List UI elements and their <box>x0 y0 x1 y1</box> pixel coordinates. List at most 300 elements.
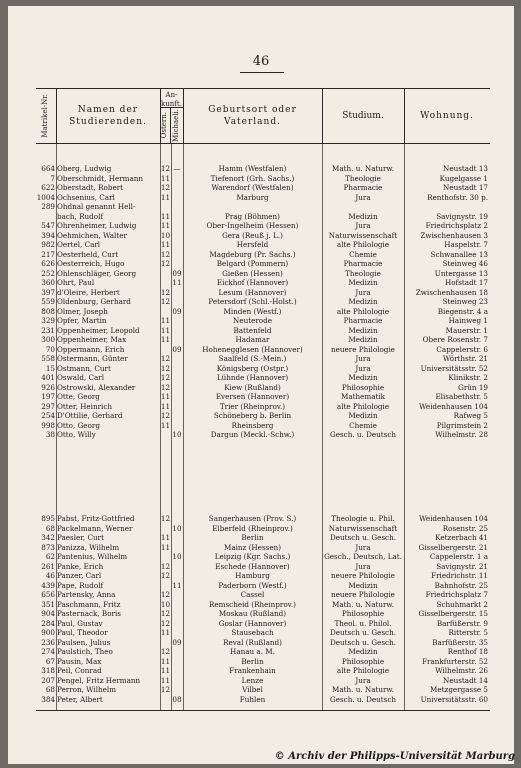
residence: Barfüßerstr. 9 <box>436 618 488 628</box>
table-row <box>36 345 490 355</box>
field-of-study: Medizin <box>348 647 378 657</box>
field-of-study: Medizin <box>348 297 378 307</box>
residence: Cappelerstr. 6 <box>436 344 488 354</box>
table-row <box>36 231 490 241</box>
field-of-study: Jura <box>355 287 371 297</box>
residence: Savignystr. 21 <box>436 561 488 571</box>
table-header <box>36 88 490 144</box>
student-name: Ohdnal genannt Hell- <box>57 202 136 212</box>
header-wohnung: Wohnung. <box>420 110 474 121</box>
field-of-study: Theologie <box>345 173 381 183</box>
field-of-study: Pharmacie <box>343 316 383 326</box>
table-row <box>36 590 490 600</box>
arrival-michaeli: — <box>173 164 181 173</box>
student-name: Panzer, Carl <box>57 571 102 581</box>
birthplace: Elberfeld (Rheinprov.) <box>212 523 293 533</box>
student-name: Peil, Conrad <box>57 666 102 676</box>
birthplace: Frankenhain <box>229 666 276 676</box>
table-row <box>36 259 490 269</box>
residence: Renthofstr. 30 p. <box>427 192 488 202</box>
residence: Steinweg 46 <box>442 259 488 269</box>
birthplace: Minden (Westf.) <box>223 306 282 316</box>
birthplace: Lühnde (Hannover) <box>216 373 289 383</box>
birthplace: Eickhof (Hannover) <box>216 278 289 288</box>
field-of-study: Math. u. Naturw. <box>331 685 395 695</box>
residence: Metzgergasse 5 <box>430 685 488 695</box>
arrival-michaeli: 11 <box>172 278 182 288</box>
birthplace: Schöneberg b. Berlin <box>213 411 292 421</box>
student-name: Otter, Heinrich <box>57 401 112 411</box>
student-name: Pausin, Max <box>57 656 102 666</box>
residence: Friedrichsplatz 2 <box>425 221 488 231</box>
residence: Kugelgasse 1 <box>439 173 488 183</box>
birthplace: Sangerhausen (Prov. S.) <box>208 514 297 523</box>
residence: Ketzerbach 41 <box>435 533 488 543</box>
field-of-study: Jura <box>355 221 371 231</box>
field-of-study: Medizin <box>348 335 378 345</box>
arrival-ostern: 12 <box>160 297 171 307</box>
birthplace: Trier (Rheinprov.) <box>219 401 286 411</box>
table-row <box>36 685 490 695</box>
student-name: Paulstich, Theo <box>57 647 113 657</box>
table-row <box>36 240 490 250</box>
matrikel-number: 873 <box>41 542 55 552</box>
student-name: Oesterheld, Curt <box>57 249 119 259</box>
student-name: Oswald, Carl <box>57 373 105 383</box>
residence: Savignystr. 19 <box>436 211 488 221</box>
student-name: Pape, Rudolf <box>57 580 104 590</box>
arrival-ostern: 12 <box>160 373 171 383</box>
field-of-study: neuere Philologie <box>331 344 395 354</box>
student-name: Panizza, Wilhelm <box>57 542 120 552</box>
arrival-ostern: 11 <box>160 675 171 685</box>
document-page <box>8 6 514 764</box>
birthplace: Petersdorf (Schl.-Holst.) <box>208 297 297 307</box>
field-of-study: Jura <box>355 363 371 373</box>
matrikel-number: 394 <box>41 230 55 240</box>
matrikel-number: 318 <box>41 666 55 676</box>
student-name: Oberstadt, Robert <box>57 183 124 193</box>
field-of-study: Gesch. u. Deutsch <box>330 430 396 440</box>
field-of-study: Mathematik <box>340 392 386 402</box>
birthplace: Reval (Rußland) <box>223 637 282 647</box>
table-row <box>36 164 490 174</box>
student-name: Oppenheimer, Leopold <box>57 325 140 335</box>
student-name: Pasternack, Boris <box>57 609 121 619</box>
arrival-ostern: 12 <box>160 561 171 571</box>
field-of-study: Pharmacie <box>343 259 383 269</box>
birthplace: Eschede (Hannover) <box>215 561 290 571</box>
table-row <box>36 174 490 184</box>
matrikel-number: 559 <box>41 297 55 307</box>
birthplace: Neuterode <box>233 316 272 326</box>
residence: Steinweg 23 <box>442 297 488 307</box>
matrikel-number: 289 <box>41 202 55 212</box>
matrikel-number: 46 <box>45 571 55 581</box>
table-row <box>36 421 490 431</box>
field-of-study: Medizin <box>348 373 378 383</box>
birthplace: Rheinsberg <box>231 420 274 430</box>
residence: Grün 19 <box>458 382 488 392</box>
arrival-ostern: 11 <box>160 335 171 345</box>
arrival-ostern: 11 <box>160 420 171 430</box>
student-name: Packelmann, Werner <box>57 523 133 533</box>
arrival-ostern: 12 <box>160 609 171 619</box>
student-name: Peter, Albert <box>57 694 103 704</box>
arrival-ostern: 12 <box>160 571 171 581</box>
field-of-study: Deutsch u. Gesch. <box>330 533 396 543</box>
field-of-study: Medizin <box>348 278 378 288</box>
field-of-study: Jura <box>355 542 371 552</box>
field-of-study: Chemie <box>349 420 377 430</box>
arrival-ostern: 11 <box>160 542 171 552</box>
table-row <box>36 335 490 345</box>
table-row <box>36 212 490 222</box>
birthplace: Dargun (Meckl.-Schw.) <box>210 430 295 440</box>
student-name: bach, Rudolf <box>57 211 104 221</box>
birthplace: Belgard (Pommern) <box>216 259 289 269</box>
residence: Neustadt 14 <box>443 675 488 685</box>
matrikel-number: 7 <box>50 173 55 183</box>
birthplace: Ober-Ingelheim (Hessen) <box>206 221 299 231</box>
arrival-ostern: 11 <box>160 211 171 221</box>
matrikel-number: 300 <box>41 335 55 345</box>
student-name: D'Ottilie, Gerhard <box>57 411 123 421</box>
birthplace: Mainz (Hessen) <box>223 542 282 552</box>
matrikel-number: 926 <box>41 382 55 392</box>
field-of-study: Theologie u. Phil. <box>331 514 395 523</box>
student-name: Partensky, Anna <box>57 590 116 600</box>
matrikel-number: 38 <box>45 430 55 440</box>
field-of-study: Math. u. Naturw. <box>331 599 395 609</box>
table-row <box>36 543 490 553</box>
arrival-ostern: 11 <box>160 392 171 402</box>
student-name: Paul, Theodor <box>57 628 108 638</box>
table-row <box>36 202 490 212</box>
header-matrikel: Matrikel-Nr. <box>40 94 49 138</box>
residence: Gisselbergerstr. 21 <box>418 542 488 552</box>
matrikel-number: 236 <box>41 637 55 647</box>
student-name: Oberg, Ludwig <box>57 164 112 173</box>
table-row <box>36 619 490 629</box>
arrival-michaeli: 09 <box>172 344 182 354</box>
arrival-michaeli: 10 <box>172 523 182 533</box>
birthplace: Kiew (Rußland) <box>224 382 281 392</box>
arrival-ostern: 11 <box>160 240 171 250</box>
residence: Cappelerstr. 1 a <box>429 552 488 562</box>
header-ankunft: An-kunft. <box>161 91 182 109</box>
matrikel-number: 626 <box>41 259 55 269</box>
birthplace: Remscheid (Rheinprov.) <box>209 599 296 609</box>
residence: Weidenhausen 104 <box>419 514 488 523</box>
matrikel-number: 1004 <box>36 192 55 202</box>
matrikel-number: 67 <box>45 656 55 666</box>
matrikel-number: 622 <box>41 183 55 193</box>
birthplace: Marburg <box>236 192 269 202</box>
student-name: Ohlenschläger, Georg <box>57 268 137 278</box>
residence: Elisabethstr. 5 <box>435 392 488 402</box>
table-row <box>36 430 490 440</box>
residence: Wilhelmstr. 28 <box>435 430 488 440</box>
arrival-ostern: 12 <box>160 382 171 392</box>
archive-credit: © Archiv der Philipps-Universität Marburg <box>274 751 515 762</box>
student-name: Pabst, Fritz-Gottfried <box>57 514 135 523</box>
arrival-ostern: 12 <box>160 259 171 269</box>
birthplace: Hamburg <box>235 571 270 581</box>
table-block-p <box>36 514 490 704</box>
field-of-study: Deutsch u. Gesch. <box>330 637 396 647</box>
matrikel-number: 274 <box>41 647 55 657</box>
matrikel-number: 15 <box>45 363 55 373</box>
residence: Schuhmarkt 2 <box>436 599 488 609</box>
student-name: Ohrt, Paul <box>57 278 95 288</box>
matrikel-number: 70 <box>45 344 55 354</box>
matrikel-number: 397 <box>41 287 55 297</box>
table-row <box>36 383 490 393</box>
header-michaeli: Michaeli. <box>172 109 181 142</box>
table-row <box>36 695 490 705</box>
field-of-study: alte Philologie <box>336 401 390 411</box>
header-geburtsort: Geburtsort oder Vaterland. <box>208 104 297 127</box>
residence: Zwischenhausen 18 <box>415 287 488 297</box>
field-of-study: Naturwissenschaft <box>328 523 398 533</box>
matrikel-number: 900 <box>41 628 55 638</box>
field-of-study: alte Philologie <box>336 306 390 316</box>
arrival-ostern: 12 <box>160 590 171 600</box>
arrival-ostern: 12 <box>160 647 171 657</box>
residence: Untergasse 13 <box>434 268 488 278</box>
matrikel-number: 904 <box>41 609 55 619</box>
residence: Hainweg 1 <box>448 316 488 326</box>
field-of-study: Deutsch u. Gesch. <box>330 628 396 638</box>
table-row <box>36 600 490 610</box>
table-row <box>36 392 490 402</box>
field-of-study: Naturwissenschaft <box>328 230 398 240</box>
birthplace: Magdeburg (Pr. Sachs.) <box>209 249 296 259</box>
residence: Weidenhausen 104 <box>419 401 488 411</box>
residence: Rafweg 5 <box>453 411 488 421</box>
student-name: Ostmann, Curt <box>57 363 111 373</box>
matrikel-number: 68 <box>45 523 55 533</box>
field-of-study: Theologie <box>345 268 381 278</box>
matrikel-number: 217 <box>41 249 55 259</box>
table-row <box>36 402 490 412</box>
arrival-ostern: 12 <box>160 363 171 373</box>
arrival-ostern: 11 <box>160 401 171 411</box>
table-row <box>36 552 490 562</box>
matrikel-number: 207 <box>41 675 55 685</box>
arrival-ostern: 11 <box>160 666 171 676</box>
matrikel-number: 656 <box>41 590 55 600</box>
birthplace: Gießen (Hessen) <box>222 268 283 278</box>
matrikel-number: 360 <box>41 278 55 288</box>
birthplace: Battenfeld <box>233 325 272 335</box>
birthplace: Warendorf (Westfalen) <box>211 183 294 193</box>
student-name: Otto, Georg <box>57 420 100 430</box>
table-block-o <box>36 164 490 440</box>
field-of-study: Jura <box>355 675 371 685</box>
matrikel-number: 261 <box>41 561 55 571</box>
matrikel-number: 895 <box>41 514 55 523</box>
student-name: Paschmann, Fritz <box>57 599 121 609</box>
field-of-study: Jura <box>355 354 371 364</box>
birthplace: Berlin <box>241 656 264 666</box>
arrival-ostern: 11 <box>160 192 171 202</box>
table-row <box>36 411 490 421</box>
arrival-michaeli: 11 <box>172 580 182 590</box>
student-name: Ostermann, Günter <box>57 354 128 364</box>
residence: Barfüßerstr. 35 <box>432 637 488 647</box>
page-number-rule <box>240 72 284 73</box>
field-of-study: Pharmacie <box>343 183 383 193</box>
residence: Frankfurterstr. 52 <box>422 656 488 666</box>
residence: Universitätsstr. 52 <box>420 363 488 373</box>
arrival-ostern: 12 <box>160 685 171 695</box>
residence: Biegenstr. 4 a <box>437 306 488 316</box>
arrival-ostern: 11 <box>160 316 171 326</box>
arrival-ostern: 11 <box>160 628 171 638</box>
field-of-study: Philosophie <box>341 609 385 619</box>
table-row <box>36 647 490 657</box>
student-name: Panke, Erich <box>57 561 104 571</box>
birthplace: Goslar (Hannover) <box>218 618 287 628</box>
table-row <box>36 638 490 648</box>
student-name: Olmer, Joseph <box>57 306 108 316</box>
field-of-study: Medizin <box>348 325 378 335</box>
student-name: Oppenheimer, Max <box>57 335 127 345</box>
table-row <box>36 666 490 676</box>
arrival-ostern: 12 <box>160 164 171 173</box>
residence: Klinikstr. 2 <box>448 373 488 383</box>
matrikel-number: 284 <box>41 618 55 628</box>
arrival-ostern: 12 <box>160 514 171 523</box>
residence: Hofstadt 17 <box>444 278 488 288</box>
residence: Neustadt 17 <box>443 183 488 193</box>
birthplace: Hanau a. M. <box>230 647 275 657</box>
table-row <box>36 609 490 619</box>
birthplace: Hersfeld <box>236 240 269 250</box>
table-row <box>36 676 490 686</box>
arrival-ostern: 11 <box>160 533 171 543</box>
table-row <box>36 628 490 638</box>
matrikel-number: 197 <box>41 392 55 402</box>
table-row <box>36 581 490 591</box>
table-row <box>36 288 490 298</box>
residence: Rosenstr. 25 <box>442 523 488 533</box>
birthplace: Lenze <box>241 675 264 685</box>
matrikel-number: 439 <box>41 580 55 590</box>
birthplace: Hadamar <box>235 335 270 345</box>
birthplace: Moskau (Rußland) <box>218 609 287 619</box>
residence: Pilgrimstein 2 <box>436 420 488 430</box>
arrival-michaeli: 09 <box>172 268 182 278</box>
field-of-study: Philosophie <box>341 656 385 666</box>
student-name: Paulsen, Julius <box>57 637 111 647</box>
arrival-ostern: 12 <box>160 411 171 421</box>
birthplace: Eversen (Hannover) <box>215 392 290 402</box>
table-row <box>36 297 490 307</box>
table-row <box>36 193 490 203</box>
residence: Schwanallee 13 <box>430 249 488 259</box>
arrival-michaeli: 10 <box>172 430 182 440</box>
field-of-study: Philosophie <box>341 382 385 392</box>
matrikel-number: 297 <box>41 401 55 411</box>
matrikel-number: 351 <box>41 599 55 609</box>
matrikel-number: 231 <box>41 325 55 335</box>
field-of-study: Chemie <box>349 249 377 259</box>
arrival-ostern: 12 <box>160 183 171 193</box>
birthplace: Vilbel <box>242 685 263 695</box>
residence: Wilhelmstr. 26 <box>435 666 488 676</box>
table-row <box>36 354 490 364</box>
table-row <box>36 316 490 326</box>
table-row <box>36 373 490 383</box>
student-name: Oesterreich, Hugo <box>57 259 125 269</box>
table-row <box>36 533 490 543</box>
matrikel-number: 342 <box>41 533 55 543</box>
residence: Obere Rosenstr. 7 <box>422 335 488 345</box>
table-row <box>36 562 490 572</box>
matrikel-number: 998 <box>41 420 55 430</box>
student-name: Ostrowski, Alexander <box>57 382 136 392</box>
field-of-study: Jura <box>355 192 371 202</box>
matrikel-number: 254 <box>41 411 55 421</box>
arrival-michaeli: 10 <box>172 552 182 562</box>
student-name: Oldenburg, Gerhard <box>57 297 131 307</box>
student-name: Oberschmidt, Hermann <box>57 173 144 183</box>
table-row <box>36 250 490 260</box>
field-of-study: alte Philologie <box>336 666 390 676</box>
birthplace: Gera (Reuß j. L.) <box>222 230 283 240</box>
birthplace: Lesum (Hannover) <box>218 287 287 297</box>
residence: Friedrichsplatz 7 <box>425 590 488 600</box>
table-row <box>36 524 490 534</box>
arrival-ostern: 11 <box>160 325 171 335</box>
table-row <box>36 307 490 317</box>
residence: Friedrichstr. 11 <box>431 571 488 581</box>
arrival-michaeli: 09 <box>172 306 182 316</box>
residence: Wörthstr. 21 <box>442 354 488 364</box>
matrikel-number: 401 <box>41 373 55 383</box>
residence: Bahnhofstr. 25 <box>434 580 488 590</box>
residence: Gisselbergerstr. 15 <box>418 609 488 619</box>
residence: Haspelstr. 7 <box>444 240 488 250</box>
birthplace: Stausebach <box>231 628 274 638</box>
arrival-ostern: 12 <box>160 249 171 259</box>
residence: Renthof 18 <box>447 647 488 657</box>
student-name: Otte, Georg <box>57 392 100 402</box>
birthplace: Hohenegglesen (Hannover) <box>202 344 303 354</box>
field-of-study: neuere Philologie <box>331 590 395 600</box>
field-of-study: Gesch. u. Deutsch <box>330 694 396 704</box>
field-of-study: Medizin <box>348 411 378 421</box>
student-name: Oertel, Carl <box>57 240 101 250</box>
header-ostern: Ostern. <box>160 112 169 139</box>
matrikel-number: 547 <box>41 221 55 231</box>
field-of-study: neuere Philologie <box>331 571 395 581</box>
field-of-study: Medizin <box>348 211 378 221</box>
matrikel-number: 808 <box>41 306 55 316</box>
student-name: Perron, Wilhelm <box>57 685 117 695</box>
table-row <box>36 571 490 581</box>
arrival-ostern: 12 <box>160 618 171 628</box>
student-name: Paesler, Curt <box>57 533 104 543</box>
residence: Ritterstr. 5 <box>448 628 488 638</box>
student-name: Ohrenheimer, Ludwig <box>57 221 137 231</box>
student-name: Otto, Willy <box>57 430 96 440</box>
field-of-study: alte Philologie <box>336 240 390 250</box>
matrikel-number: 664 <box>41 164 55 173</box>
